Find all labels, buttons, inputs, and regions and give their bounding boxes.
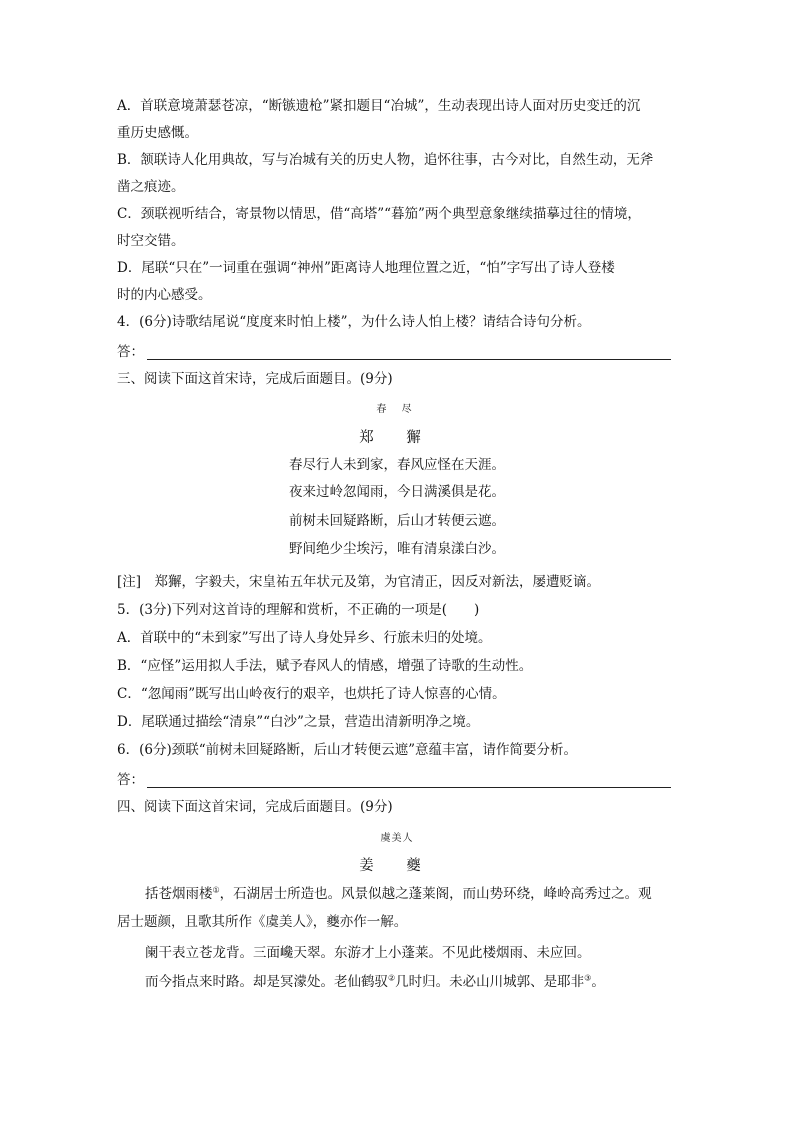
q6-answer-label: 答： <box>117 772 144 788</box>
ci-preface-line1: 括苍烟雨楼①，石湖居士所造也。风景似越之蓬莱阁，而山势环绕，峰岭高秀过之。观 <box>145 885 652 902</box>
footnote-marker: ③ <box>584 973 592 983</box>
poem-line-1: 春尽行人未到家，春风应怪在天涯。 <box>289 457 505 473</box>
q6-answer-line[interactable] <box>147 787 671 788</box>
q3-option-d-line2: 时的内心感受。 <box>117 287 212 303</box>
q5-option-c: C．“忽闻雨”既写出山岭夜行的艰辛，也烘托了诗人惊喜的心情。 <box>117 686 506 702</box>
q6-question: 6．(6分)颈联“前树未回疑路断，后山才转便云遮”意蕴丰富，请作简要分析。 <box>117 742 578 758</box>
q3-option-a-line2: 重历史感慨。 <box>117 125 198 141</box>
q5-option-a: A．首联中的“未到家”写出了诗人身处异乡、行旅未归的处境。 <box>117 630 492 646</box>
poem-note: [注] 郑獬，字毅夫，宋皇祐五年状元及第，为官清正，因反对新法，屡遭贬谪。 <box>117 574 601 590</box>
q4-answer-line[interactable] <box>147 359 671 360</box>
q5-question: 5．(3分)下列对这首诗的理解和赏析，不正确的一项是( ) <box>117 602 480 618</box>
q3-option-a-line1: A．首联意境萧瑟苍凉，“断镞遗枪”紧扣题目“冶城”，生动表现出诗人面对历史变迁的沉 <box>117 98 641 114</box>
ci-verse-2: 而今指点来时路。却是冥濛处。老仙鹤驭②几时归。未必山川城郭、是耶非③。 <box>145 973 605 990</box>
q5-option-b: B．“应怪”运用拟人手法，赋予春风人的情感，增强了诗歌的生动性。 <box>117 658 533 674</box>
ci-author: 姜 夔 <box>359 858 435 874</box>
poem-line-2: 夜来过岭忽闻雨，今日满溪俱是花。 <box>289 484 505 500</box>
q3-option-c-line2: 时空交错。 <box>117 233 185 249</box>
ci-verse-1: 阑干表立苍龙背。三面巉天翠。东游才上小蓬莱。不见此楼烟雨、未应回。 <box>145 945 591 961</box>
poem-line-4: 野间绝少尘埃污，唯有清泉漾白沙。 <box>289 541 505 557</box>
q3-option-d-line1: D．尾联“只在”一词重在强调“神州”距离诗人地理位置之近，“怕”字写出了诗人登楼 <box>117 260 615 276</box>
section3-heading: 三、阅读下面这首宋诗，完成后面题目。(9分) <box>117 371 393 387</box>
poem-author: 郑 獬 <box>359 430 435 446</box>
q5-option-d: D．尾联通过描绘“清泉”“白沙”之景，营造出清新明净之境。 <box>117 714 480 730</box>
section4-heading: 四、阅读下面这首宋词，完成后面题目。(9分) <box>117 799 393 815</box>
footnote-marker: ① <box>212 885 220 895</box>
footnote-marker: ② <box>388 973 396 983</box>
q3-option-c-line1: C．颈联视听结合，寄景物以情思，借“高塔”“暮笳”两个典型意象继续描摹过往的情境， <box>117 206 641 222</box>
q4-answer-label: 答： <box>117 344 144 360</box>
q3-option-b-line1: B．颔联诗人化用典故，写与冶城有关的历史人物，追怀往事，古今对比，自然生动，无斧 <box>117 152 654 168</box>
q3-option-b-line2: 凿之痕迹。 <box>117 179 185 195</box>
ci-title: 虞美人 <box>380 833 414 844</box>
ci-preface-line2: 居士题颜，且歌其所作《虞美人》，夔亦作一解。 <box>117 914 408 930</box>
poem-title: 春 尽 <box>376 404 418 415</box>
q4-question: 4．(6分)诗歌结尾说“度度来时怕上楼”，为什么诗人怕上楼？请结合诗句分析。 <box>117 314 591 330</box>
poem-line-3: 前树未回疑路断，后山才转便云遮。 <box>289 513 505 529</box>
